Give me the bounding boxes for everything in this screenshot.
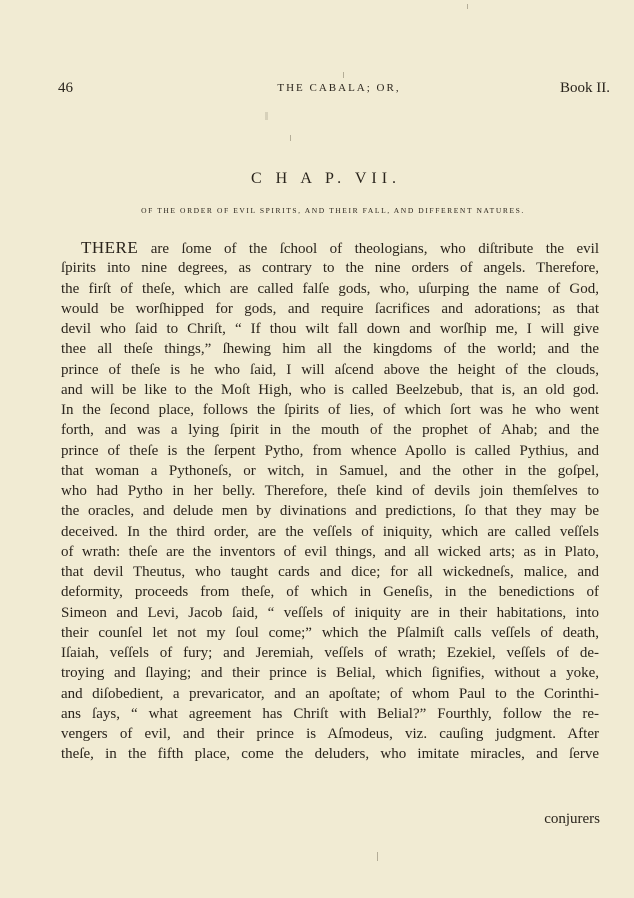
- text-line: vengers of evil, and their prince is Aſmodeus, viz. cauſing judgment. After: [61, 726, 599, 742]
- paper-speck: [343, 72, 344, 78]
- paper-speck: [467, 4, 468, 9]
- text-line: and will be like to the Moſt High, who is called Beelzebub, that is, an old god.: [61, 381, 599, 398]
- text-line: ans ſays, “ what agreement has Chriſt with Belial?” Fourthly, follow the re-: [61, 705, 599, 722]
- text-line: deceived. In the third order, are the veſſels of iniquity, which are called veſſels: [61, 523, 599, 540]
- text-line: the oracles, and delude men by divinations and predictions, ſo that they may be: [61, 503, 599, 520]
- chapter-subtitle: OF THE ORDER OF EVIL SPIRITS, AND THEIR FALL, AND DIFFERENT NATURES.: [141, 206, 525, 215]
- text-line: thee all theſe things,” ſhewing him all the kingdoms of the world; and the: [61, 341, 599, 358]
- text-line: that woman a Pythoneſs, or witch, in Samuel, and the other in the goſpel,: [61, 462, 599, 479]
- text-line: forth, and was a lying ſpirit in the mouth of the prophet of Ahab; and the: [61, 422, 599, 439]
- text-line: troying and ſlaying; and their prince is Belial, which ſignifies, without a yoke,: [61, 665, 599, 682]
- text-line: the firſt of theſe, which are called falſe gods, who, uſurping the name of God,: [61, 280, 599, 297]
- text-line: prince of theſe is the ſerpent Pytho, from whence Apollo is called Pythius, and: [61, 442, 599, 459]
- text-line: In the ſecond place, follows the ſpirits of lies, of which ſort was he who went: [61, 402, 599, 418]
- text-line: their counſel let not my ſoul come;” which the Pſalmiſt calls veſſels of death,: [61, 624, 599, 641]
- line-text: are ſome of the ſchool of theologians, who diſtribute the evil: [138, 241, 599, 257]
- opening-word: THERE: [81, 238, 139, 257]
- text-line: [61, 238, 599, 258]
- running-title: THE CABALA; OR,: [277, 82, 401, 94]
- text-line: Iſaiah, veſſels of fury; and Jeremiah, veſſels of wrath; Ezekiel, veſſels of de-: [61, 645, 599, 661]
- page-number: 46: [58, 80, 73, 96]
- text-line: of wrath: theſe are the inventors of evil things, and all wicked arts; as in Plato,: [61, 543, 599, 560]
- running-head: [58, 80, 610, 102]
- paper-speck: [377, 852, 378, 861]
- text-line: theſe, in the fifth place, come the deluders, who imitate miracles, and ſerve: [61, 746, 599, 763]
- paper-speck: [290, 135, 291, 141]
- text-line: who had Pytho in her belly. Therefore, theſe kind of devils join themſelves to: [61, 483, 599, 499]
- text-line: prince of theſe is he who ſaid, I will aſcend above the height of the clouds,: [61, 361, 599, 378]
- body-text: [61, 238, 599, 765]
- catchword: conjurers: [544, 811, 600, 827]
- text-line: Simeon and Levi, Jacob ſaid, “ veſſels of iniquity are in their habitations, into: [61, 604, 599, 621]
- book-label: Book II.: [560, 80, 610, 96]
- text-line: deformity, proceeds from theſe, of which in Geneſis, in the benedictions of: [61, 584, 599, 601]
- paper-speck: [265, 112, 268, 120]
- text-line: ſpirits into nine degrees, as contrary to the nine orders of angels. Therefore,: [61, 260, 599, 277]
- chapter-heading: C H A P. VII.: [250, 170, 402, 187]
- text-line: that devil Theutus, who taught cards and dice; for all wickedneſs, malice, and: [61, 564, 599, 580]
- text-line: devil who ſaid to Chriſt, “ If thou wilt fall down and worſhip me, I will give: [61, 321, 599, 337]
- text-line: would be worſhipped for gods, and require ſacrifices and adorations; as that: [61, 300, 599, 317]
- text-line: and diſobedient, a prevaricator, and an apoſtate; of whom Paul to the Corinthi-: [61, 685, 599, 702]
